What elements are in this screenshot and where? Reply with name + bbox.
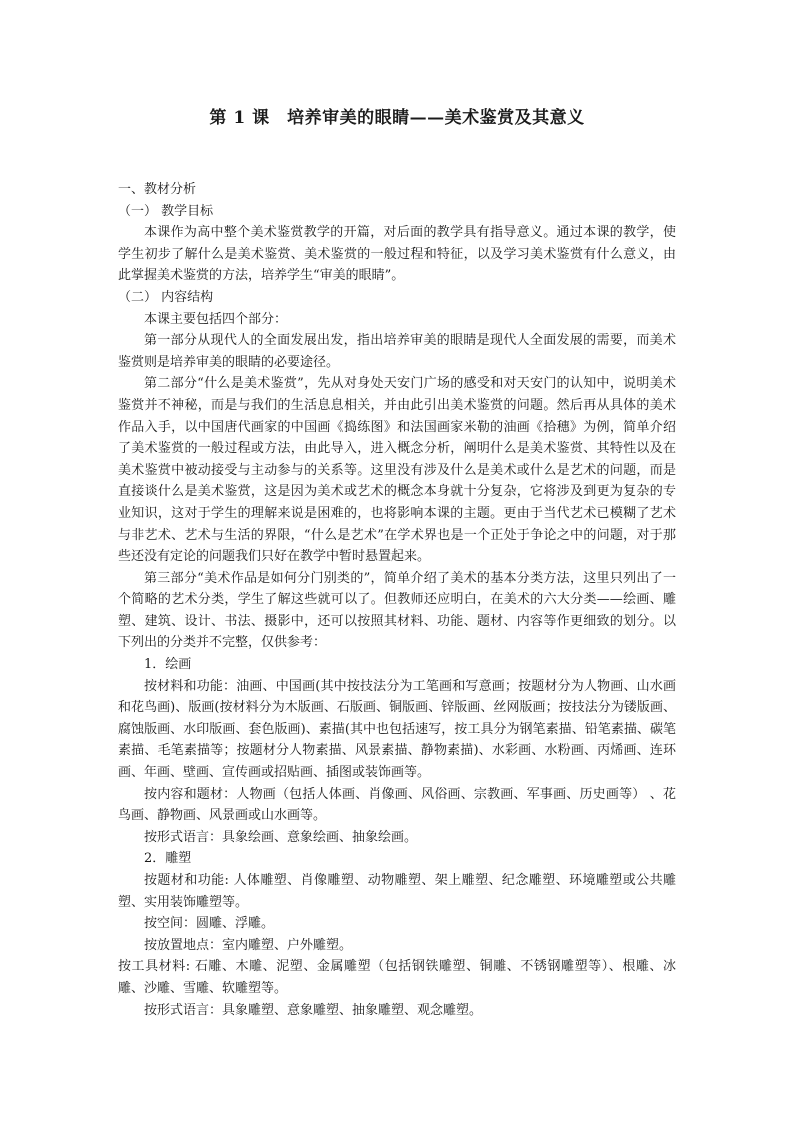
paragraph: 按形式语言：具象绘画、意象绘画、抽象绘画。	[144, 829, 418, 845]
paragraph: 第三部分“美术作品是如何分门别类的”，简单介绍了美术的基本分类方法，这里只列出了一个简略的艺术分类，学生了解这些就可以了。但教师还应明白，在美术的六大分类——绘画、雕塑、建筑、设计、书法、摄影中，还可以按照其材料、功能、题材、内容等作更细致的划分。以下列出的分类并不完整，仅供参考：	[118, 570, 676, 651]
paragraph: 本课主要包括四个部分：	[144, 311, 288, 327]
paragraph: 按材料和功能：油画、中国画(其中按技法分为工笔画和写意画；按题材分为人物画、山水画和花鸟画)、版画(按材料分为木版画、石版画、铜版画、锌版画、丝网版画；按技法分为镂版画、腐蚀版画、水印版画、套色版画)、素描(其中也包括速写，按工具分为钢笔素描、铅笔素描、碳笔素描、毛笔素描等；按题材分人物素描、风景素描、静物素描)、水彩画、水粉画、丙烯画、连环画、年画、壁画、宣传画或招贴画、插图或装饰画等。	[118, 678, 676, 781]
paragraph: 第二部分“什么是美术鉴赏”，先从对身处天安门广场的感受和对天安门的认知中，说明美术鉴赏并不神秘，而是与我们的生活息息相关，并由此引出美术鉴赏的问题。然后再从具体的美术作品入手，以中国唐代画家的中国画《捣练图》和法国画家米勒的油画《拾穗》为例，简单介绍了美术鉴赏的一般过程或方法，由此导入，进入概念分析，阐明什么是美术鉴赏、其特性以及在美术鉴赏中被动接受与主动参与的关系等。这里没有涉及什么是美术或什么是艺术的问题，而是直接谈什么是美术鉴赏，这是因为美术或艺术的概念本身就十分复杂，它将涉及到更为复杂的专业知识，这对于学生的理解来说是困难的，也将影响本课的主题。更由于当代艺术已模糊了艺术与非艺术、艺术与生活的界限，“什么是艺术”在学术界也是一个正处于争论之中的问题，对于那些还没有定论的问题我们只好在教学中暂时悬置起来。	[118, 376, 676, 565]
paragraph: 按工具材料: 石雕、木雕、泥塑、金属雕塑（包括钢铁雕塑、铜雕、不锈钢雕塑等）、根雕、冰雕、沙雕、雪雕、软雕塑等。	[118, 959, 676, 996]
paragraph: 按形式语言：具象雕塑、意象雕塑、抽象雕塑、观念雕塑。	[144, 1002, 483, 1018]
paragraph: 本课作为高中整个美术鉴赏教学的开篇，对后面的教学具有指导意义。通过本课的教学，使学生初步了解什么是美术鉴赏、美术鉴赏的一般过程和特征，以及学习美术鉴赏有什么意义，由此掌握美术鉴赏的方法，培养学生“审美的眼睛”。	[118, 225, 676, 284]
subsection-heading: （二） 内容结构	[118, 289, 214, 305]
paragraph: 按题材和功能: 人体雕塑、肖像雕塑、动物雕塑、架上雕塑、纪念雕塑、环境雕塑或公共雕塑、实用装饰雕塑等。	[118, 873, 676, 910]
paragraph: 第一部分从现代人的全面发展出发，指出培养审美的眼睛是现代人全面发展的需要，而美术鉴赏则是培养审美的眼睛的必要途径。	[118, 333, 676, 370]
list-heading: 1．绘画	[144, 657, 192, 673]
paragraph: 按内容和题材：人物画（包括人体画、肖像画、风俗画、宗教画、军事画、历史画等） 、花鸟画、静物画、风景画或山水画等。	[118, 786, 676, 824]
list-heading: 2．雕塑	[144, 851, 192, 867]
section-heading: 一、教材分析	[118, 182, 197, 197]
paragraph: 按空间：圆雕、浮雕。	[144, 916, 275, 932]
paragraph: 按放置地点：室内雕塑、户外雕塑。	[144, 937, 353, 953]
subsection-heading: （一） 教学目标	[118, 203, 214, 219]
page-title: 第 1 课 培养审美的眼睛——美术鉴赏及其意义	[209, 108, 585, 128]
document-body	[118, 179, 676, 1021]
